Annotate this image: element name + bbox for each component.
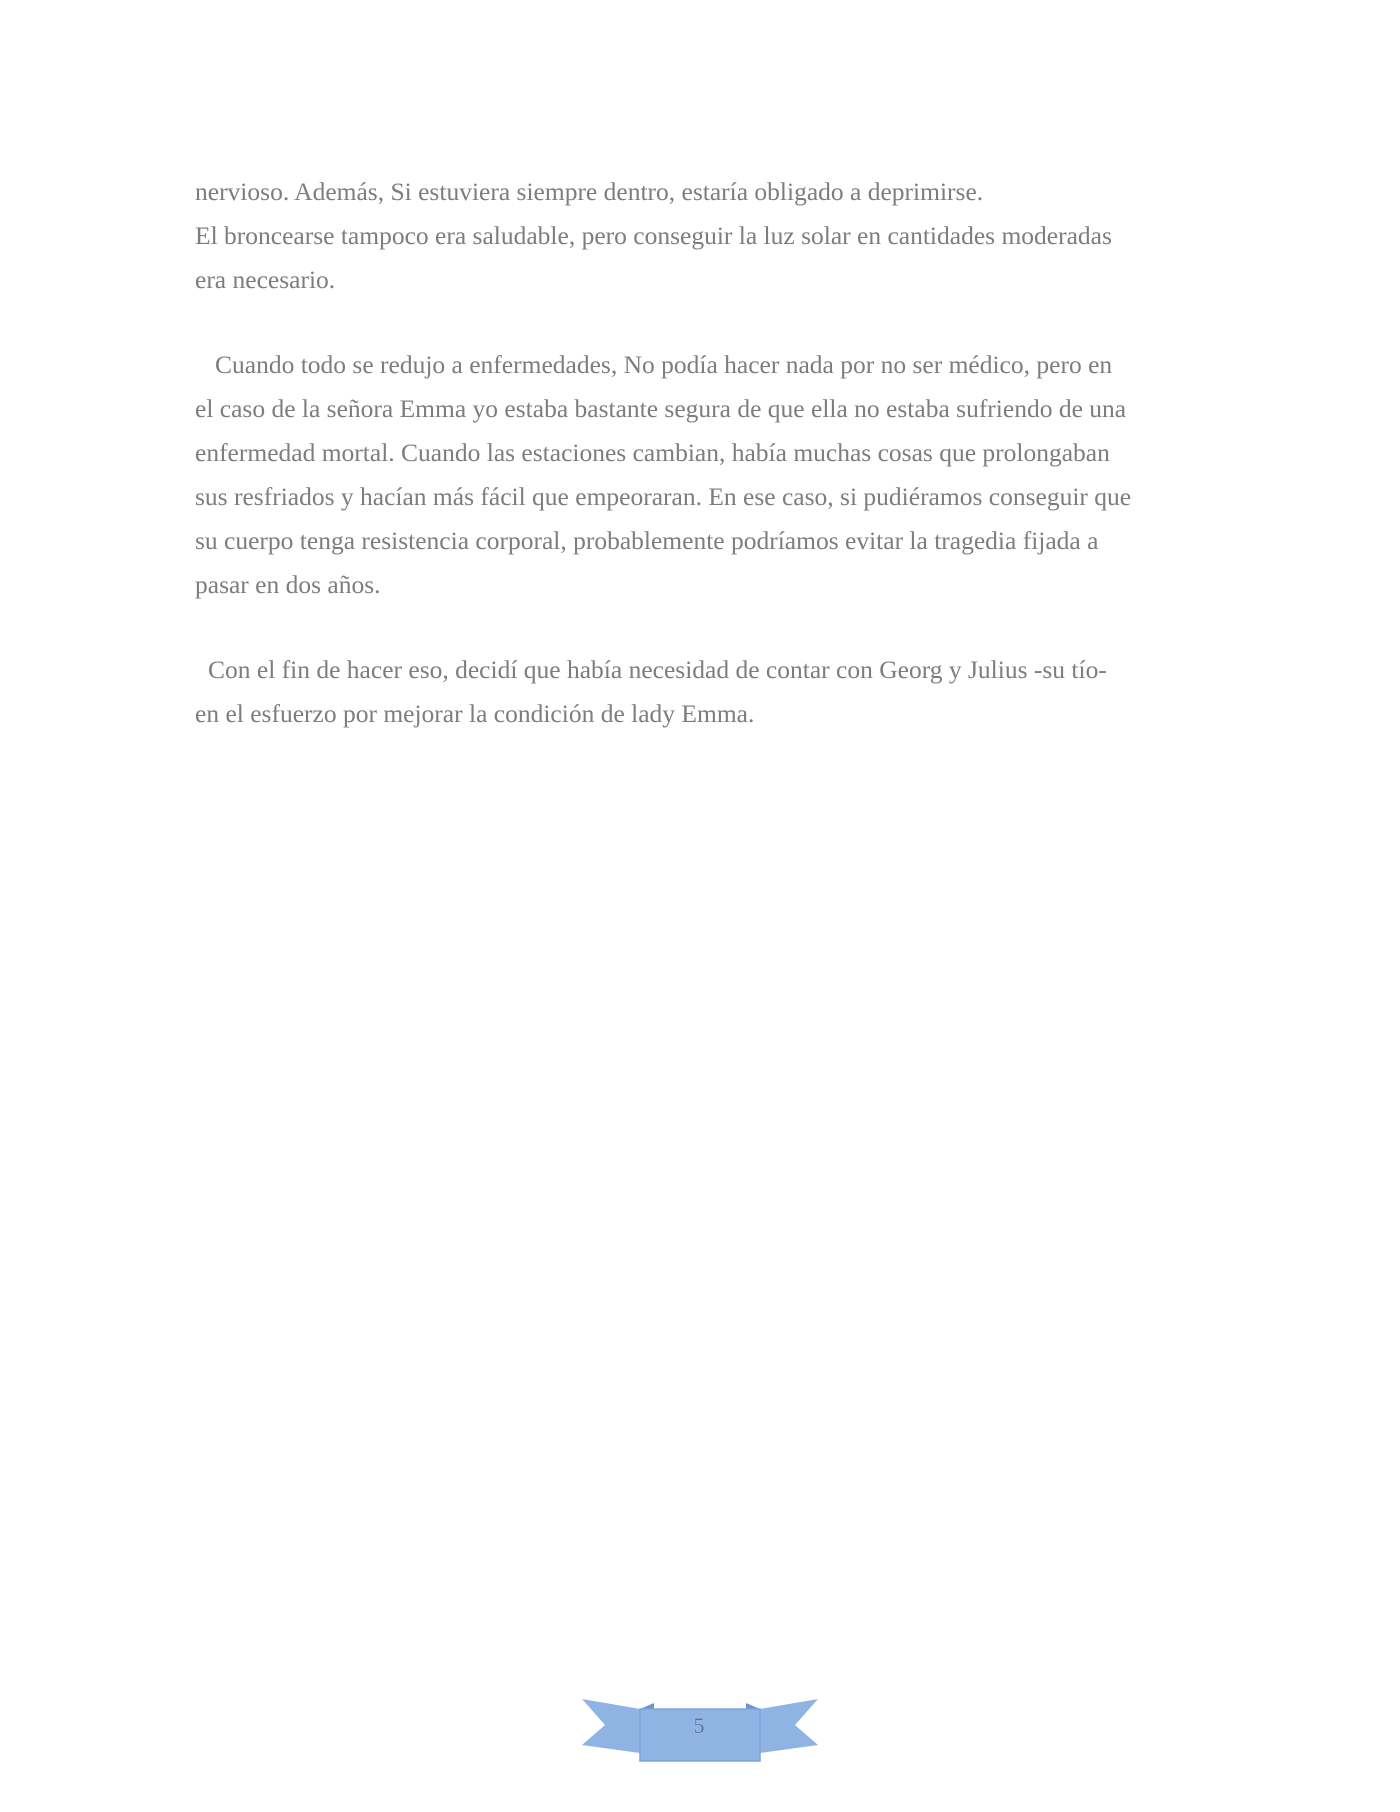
paragraph-2 xyxy=(195,343,1215,607)
text-line: El broncearse tampoco era saludable, pero conseguir la luz solar en cantidades moderadas xyxy=(195,221,1112,250)
paragraph-3 xyxy=(195,648,1215,736)
text-line: pasar en dos años. xyxy=(195,570,381,599)
text-line: era necesario. xyxy=(195,265,336,294)
text-line: el caso de la señora Emma yo estaba bastante segura de que ella no estaba sufriendo de una xyxy=(195,394,1127,423)
paragraph-gap xyxy=(195,302,1215,343)
text-line: su cuerpo tenga resistencia corporal, probablemente podríamos evitar la tragedia fijada a xyxy=(195,526,1099,555)
text-line: en el esfuerzo por mejorar la condición de lady Emma. xyxy=(195,699,755,728)
text-line: nervioso. Además, Si estuviera siempre dentro, estaría obligado a deprimirse. xyxy=(195,177,984,206)
text-line: Cuando todo se redujo a enfermedades, No podía hacer nada por no ser médico, pero en xyxy=(215,350,1113,379)
page-number: 5 xyxy=(693,1713,705,1738)
paragraph-gap xyxy=(195,607,1215,648)
body-text xyxy=(195,170,1215,736)
paragraph-1 xyxy=(195,170,1215,302)
text-line: enfermedad mortal. Cuando las estaciones cambian, había muchas cosas que prolongaban xyxy=(195,438,1110,467)
text-line: Con el fin de hacer eso, decidí que había necesidad de contar con Georg y Julius -su tío- xyxy=(208,655,1107,684)
text-line: sus resfriados y hacían más fácil que empeoraran. En ese caso, si pudiéramos conseguir que xyxy=(195,482,1132,511)
